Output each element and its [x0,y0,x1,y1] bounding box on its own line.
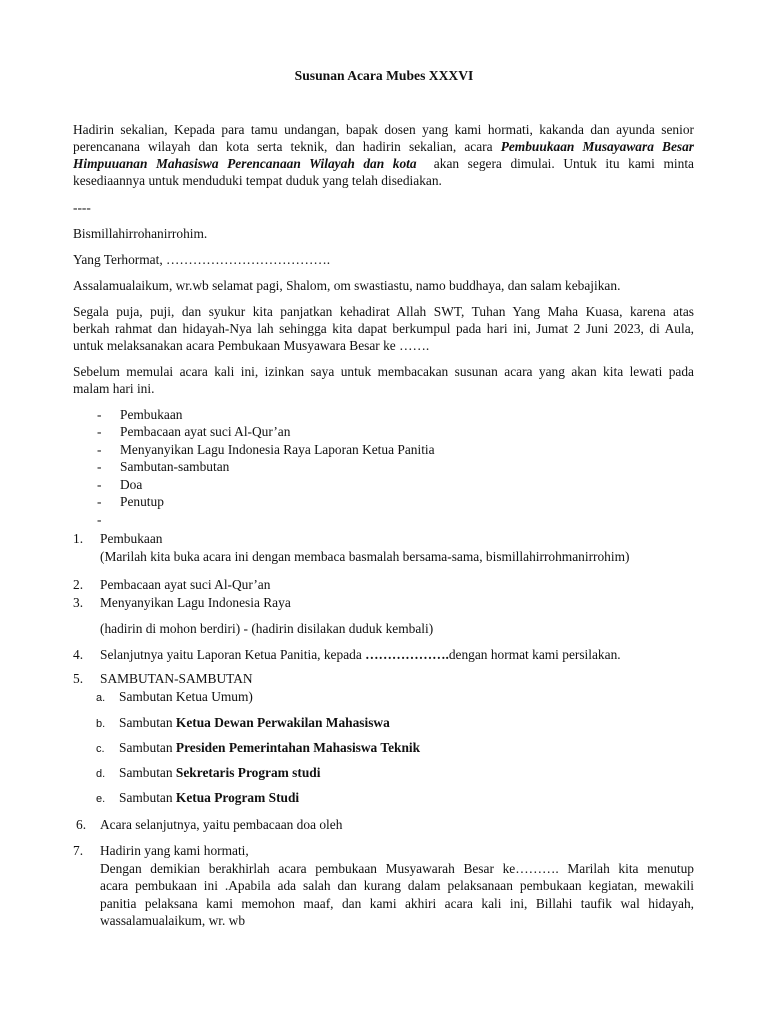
agenda-number: 3. [73,595,84,610]
closing-line: panitia pelaksana kami memohon maaf, dan kami akhiri acara kali ini, Billahi taufik wal hidayah, [100,896,694,911]
agenda-item [100,646,621,664]
intro-text: perencanana wilayah dan kota serta teknik, dan hadirin sekalian, acara [73,139,501,154]
separator: ---- [73,200,91,215]
sub-text: Sambutan [119,740,176,755]
sub-item [119,714,390,732]
agenda-text: dengan hormat kami persilakan. [448,647,621,662]
sub-item [119,739,420,757]
intro-line: kesediaannya untuk menduduki tempat duduk yang telah disediakan. [73,173,442,188]
agenda-item: Acara selanjutnya, yaitu pembacaan doa oleh [100,817,343,832]
greeting-text: Assalamualaikum, wr.wb selamat pagi, Shalom, om swastiastu, namo buddhaya, dan salam kebajikan. [73,278,621,293]
intro-line [73,138,694,156]
honorific-text: Yang Terhormat, ………………………………. [73,252,331,267]
agenda-number: 7. [73,843,84,858]
sub-text: Sambutan [119,790,176,805]
sub-bold: Ketua Dewan Perwakilan Mahasiswa [175,715,390,730]
sub-letter: c. [96,743,105,755]
sub-text: Sambutan Ketua Umum) [119,689,253,704]
sub-item [119,688,253,706]
intro-line [73,155,694,173]
list-item: Pembacaan ayat suci Al-Qur’an [120,424,291,439]
intro-line: Hadirin sekalian, Kepada para tamu undangan, bapak dosen yang kami hormati, kakanda dan ayunda senior [73,122,694,137]
sub-text: Sambutan [119,715,176,730]
intro-emphasis: Himpuuanan Mahasiswa Perencanaan Wilayah dan kota [73,156,417,171]
list-bullet: - [97,407,102,422]
list-item: Menyanyikan Lagu Indonesia Raya Laporan Ketua Panitia [120,442,435,457]
sub-item [119,764,320,782]
sub-letter: e. [96,793,106,805]
agenda-note: (Marilah kita buka acara ini dengan membaca basmalah bersama-sama, bismillahirrohmanirrohim) [100,549,630,564]
intro-emphasis: Pembuukaan Musayawara Besar [500,139,695,154]
praise-line: untuk melaksanakan acara Pembukaan Musyawara Besar ke ……. [73,338,430,353]
bismillah-text: Bismillahirrohanirrohim. [73,226,208,241]
closing-line: acara pembukaan ini .Apabila ada salah dan kurang dalam pelaksanaan pembukaan kegiatan, mewakili [100,878,694,893]
closing-line: wassalamualaikum, wr. wb [100,913,246,928]
agenda-item: Menyanyikan Lagu Indonesia Raya [100,595,291,610]
opening-line: malam hari ini. [73,381,155,396]
agenda-number: 5. [73,671,84,686]
list-item: Sambutan-sambutan [120,459,230,474]
intro-text: akan segera dimulai. Untuk itu kami minta [416,156,694,171]
sub-letter: a. [96,692,106,704]
praise-line: berkah rahmat dan hidayah-Nya lah sehingga kita dapat berkumpul pada hari ini, Jumat 2 Juni 2023, di Aula, [73,321,694,336]
closing-line: Dengan demikian berakhirlah acara pembukaan Musyawarah Besar ke………. Marilah kita menutup [100,861,694,876]
list-item: Penutup [120,494,164,509]
sub-text: Sambutan [119,765,176,780]
agenda-item: Hadirin yang kami hormati, [100,843,249,858]
document-title: Susunan Acara Mubes XXXVI [294,68,474,83]
list-item: Pembukaan [120,407,183,422]
sub-item [119,789,299,807]
sub-bold: Sekretaris Program studi [175,765,321,780]
list-bullet: - [97,442,102,457]
list-bullet: - [97,512,102,527]
agenda-blank: ………………. [365,647,449,662]
agenda-note: (hadirin di mohon berdiri) - (hadirin disilakan duduk kembali) [100,621,434,636]
agenda-item: Pembacaan ayat suci Al-Qur’an [100,577,271,592]
opening-line: Sebelum memulai acara kali ini, izinkan saya untuk membacakan susunan acara yang akan kita lewati pada [73,364,694,379]
list-bullet: - [97,477,102,492]
list-bullet: - [97,459,102,474]
sub-letter: d. [96,768,106,780]
agenda-number: 4. [73,647,84,662]
agenda-item: Pembukaan [100,531,163,546]
agenda-number: 2. [73,577,84,592]
agenda-number: 6. [76,817,87,832]
agenda-number: 1. [73,531,84,546]
agenda-item: SAMBUTAN-SAMBUTAN [100,671,253,686]
list-bullet: - [97,494,102,509]
praise-line: Segala puja, puji, dan syukur kita panjatkan kehadirat Allah SWT, Tuhan Yang Maha Kuasa, karena atas [73,304,694,319]
list-bullet: - [97,424,102,439]
sub-bold: Presiden Pemerintahan Mahasiswa Teknik [175,740,421,755]
sub-letter: b. [96,718,106,730]
sub-bold: Ketua Program Studi [175,790,300,805]
list-item: Doa [120,477,143,492]
agenda-text: Selanjutnya yaitu Laporan Ketua Panitia, kepada [100,647,366,662]
